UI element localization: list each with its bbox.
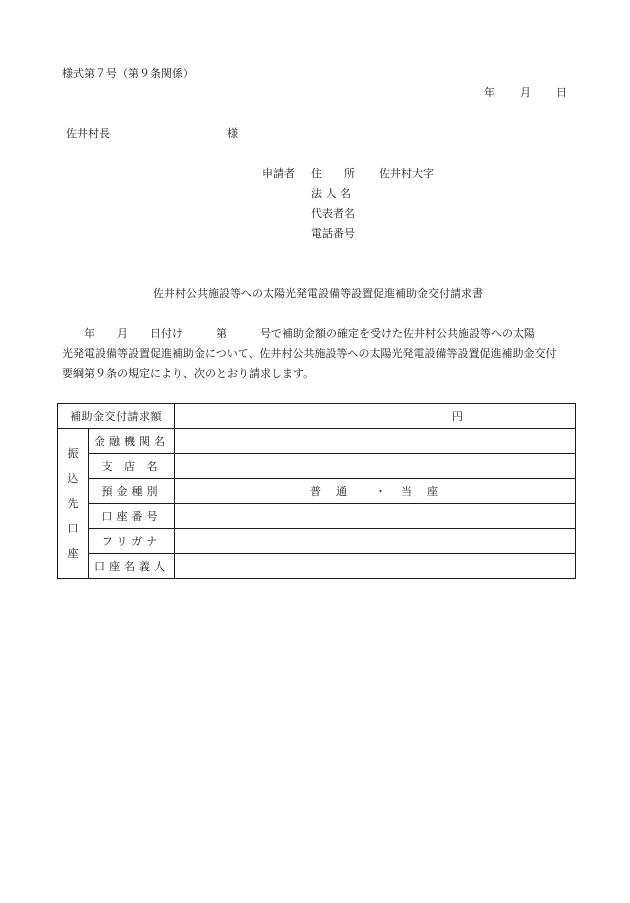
transfer-char: 座 <box>67 547 79 560</box>
table-row <box>58 479 576 504</box>
table-row <box>58 454 576 479</box>
furigana-label: フリガナ <box>89 529 175 554</box>
addressee-name: 佐井村長 <box>66 127 110 140</box>
furigana-value[interactable] <box>175 529 576 554</box>
document-title: 佐井村公共施設等への太陽光発電設備等設置促進補助金交付請求書 <box>153 287 483 300</box>
date-year: 年 <box>484 86 495 99</box>
amount-row <box>58 404 576 429</box>
branch-name-label: 支 店 名 <box>89 454 175 479</box>
corp-name-label: 法 人 名 <box>311 187 351 200</box>
table-row <box>58 429 576 454</box>
account-holder-value[interactable] <box>175 554 576 579</box>
transfer-char: 込 <box>67 472 79 485</box>
table-row <box>58 504 576 529</box>
body-line-3: 要綱第９条の規定により、次のとおり請求します。 <box>62 367 315 380</box>
table-row <box>58 554 576 579</box>
date-day: 日 <box>556 86 567 99</box>
yen-unit: 円 <box>452 410 463 423</box>
representative-label: 代表者名 <box>311 207 355 220</box>
addressee-honorific: 様 <box>227 127 238 140</box>
bank-name-label: 金融機関名 <box>89 429 175 454</box>
account-number-label: 口座番号 <box>89 504 175 529</box>
transfer-char: 口 <box>67 522 79 535</box>
bank-name-value[interactable] <box>175 429 576 454</box>
address-label: 住 所 <box>311 167 355 180</box>
body-line-1: 年 月 日付け 第 号で補助金額の確定を受けた佐井村公共施設等への太陽 <box>62 327 535 340</box>
address-value: 佐井村大字 <box>379 167 434 180</box>
table-row <box>58 529 576 554</box>
date-month: 月 <box>520 86 531 99</box>
form-number: 様式第７号（第９条関係） <box>62 67 194 80</box>
transfer-char: 先 <box>67 497 79 510</box>
applicant-title: 申請者 <box>262 167 295 180</box>
deposit-type-label: 預金種別 <box>89 479 175 504</box>
deposit-type-value[interactable]: 普 通 ・ 当 座 <box>175 479 576 504</box>
account-holder-label: 口座名義人 <box>89 554 175 579</box>
account-number-value[interactable] <box>175 504 576 529</box>
branch-name-value[interactable] <box>175 454 576 479</box>
transfer-account-label <box>58 429 89 579</box>
amount-label: 補助金交付請求額 <box>58 404 175 429</box>
transfer-char: 振 <box>67 447 79 460</box>
body-line-2: 光発電設備等設置促進補助金について、佐井村公共施設等への太陽光発電設備等設置促進補助金交付 <box>62 347 557 360</box>
amount-value-cell[interactable] <box>175 404 576 429</box>
claim-table <box>57 403 576 579</box>
phone-label: 電話番号 <box>311 227 355 240</box>
